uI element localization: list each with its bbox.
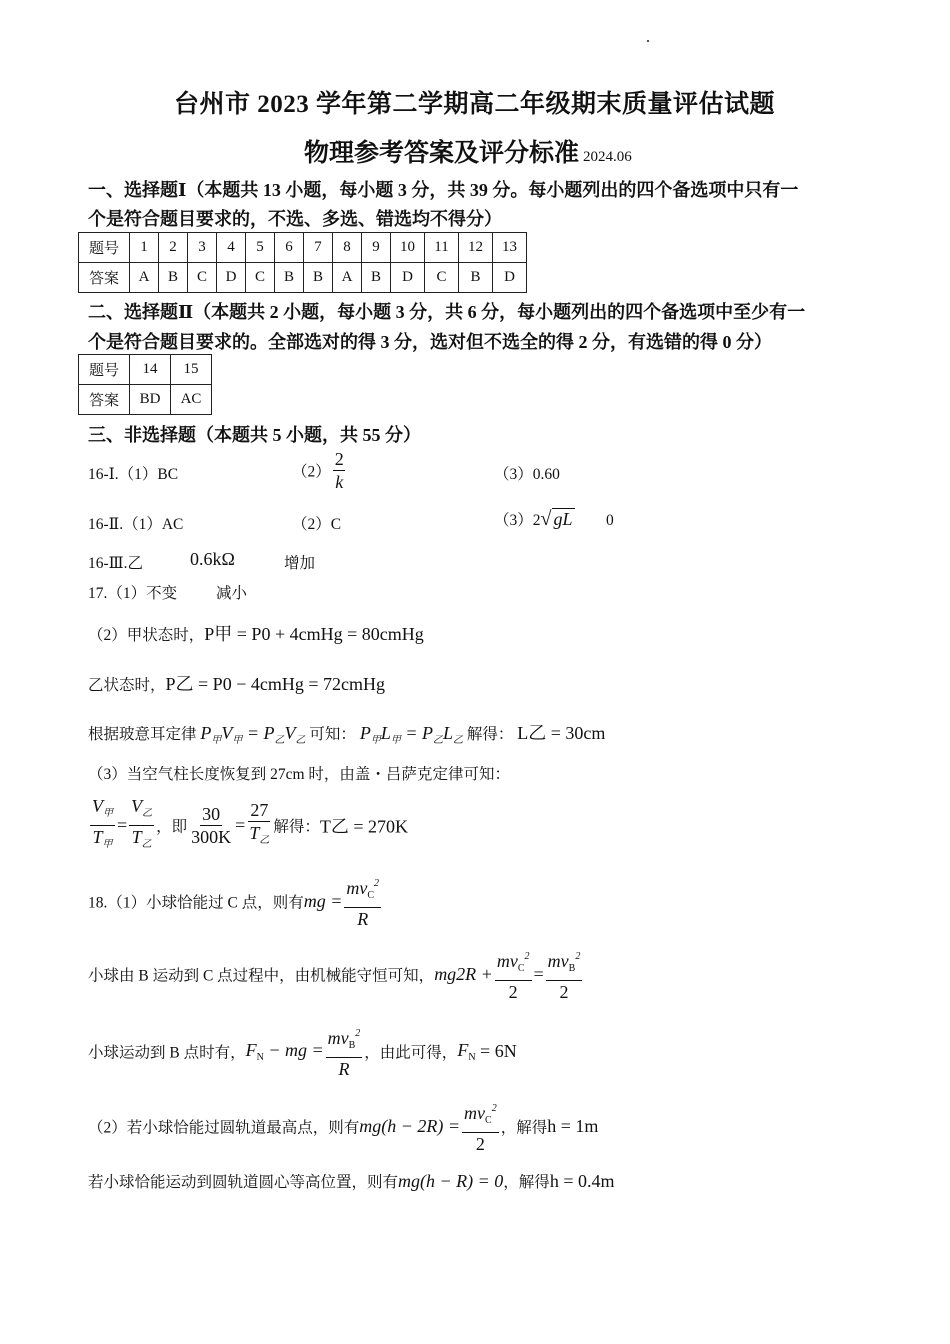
q16-2-part1: 16-Ⅱ.（1）AC <box>88 516 184 533</box>
q17-line6-mid: ，即 <box>156 818 188 836</box>
table-cell: 15 <box>171 355 212 385</box>
table-cell: 2 <box>159 233 188 263</box>
table-cell: 5 <box>246 233 275 263</box>
table-cell: C <box>425 263 459 293</box>
fraction-mvc2-over-r: $\frac{mv_C^2}{R}$ <box>344 873 381 930</box>
table-row <box>79 355 212 385</box>
q17-line6-solve: 解得： <box>273 818 320 836</box>
section2-heading-line2: 个是符合题目要求的。全部选对的得 3 分，选对但不选全的得 2 分，有选错的得 0 分） <box>88 332 772 352</box>
q18-line5-answer: h = 0.4m <box>549 1171 615 1191</box>
table-cell: B <box>459 263 493 293</box>
fraction-27-over-t: $\frac{27}{T_乙}$ <box>249 800 270 846</box>
page-title: 台州市 2023 学年第二学期高二年级期末质量评估试题 <box>174 91 776 118</box>
q17-line4-a: 根据玻意耳定律 <box>88 726 197 743</box>
q18-line4-answer: h = 1m <box>547 1116 599 1136</box>
table-cell: B <box>304 263 333 293</box>
date-label: 2024.06 <box>583 149 632 165</box>
q16-2-part4: 0 <box>606 512 614 529</box>
q17-line4-answer: L乙 = 30cm <box>517 723 606 743</box>
fraction-numerator: 2 <box>334 449 344 469</box>
table-cell: B <box>362 263 391 293</box>
q17-line4 <box>88 719 605 746</box>
table-cell: D <box>493 263 527 293</box>
q16-3-part1: 16-Ⅲ.乙 <box>88 555 143 572</box>
q17-line2-label: （2）甲状态时， <box>88 627 205 644</box>
table-cell: 9 <box>362 233 391 263</box>
q18-line2-text: 小球由 B 运动到 C 点过程中，由机械能守恒可知， <box>88 967 435 985</box>
q18-line4-b: ，解得 <box>500 1119 548 1137</box>
fraction-numerator: 27 <box>250 800 269 820</box>
q16-3-part3: 增加 <box>284 555 316 572</box>
q16-1-part3: （3）0.60 <box>494 466 560 483</box>
table-cell: B <box>275 263 304 293</box>
fraction-v-over-t-jia: $\frac{V_甲}{T_甲}$ <box>92 796 113 850</box>
section1-heading-line1: 一、选择题Ⅰ（本题共 13 小题，每小题 3 分，共 39 分。每小题列出的四个备选项中只有一 <box>88 180 799 200</box>
q17-line4-b: 可知： <box>309 726 356 743</box>
q16-2-part3-label: （3）2 <box>494 512 541 529</box>
table-row <box>79 263 527 293</box>
q18-line4: （2）若小球恰能过圆轨道最高点，则有mg(h − 2R) = $\frac{mv_C^2}{2}$ ，解得h = 1m <box>88 1098 598 1155</box>
fraction-denominator: 300K <box>191 827 232 847</box>
subtitle-text: 物理参考答案及评分标准 <box>304 140 580 167</box>
pressure-length-equation: $P_甲L_甲 = P_乙L_乙$ <box>359 723 463 746</box>
q16-2-part3 <box>494 508 575 531</box>
table-cell: A <box>333 263 362 293</box>
q18-line4-a: （2）若小球恰能过圆轨道最高点，则有 <box>88 1119 360 1137</box>
table-cell: D <box>391 263 425 293</box>
table-cell: 3 <box>188 233 217 263</box>
q18-line5-b: ，解得 <box>503 1174 550 1191</box>
q17-line6-answer: T乙 = 270K <box>319 816 409 837</box>
table-cell: 1 <box>130 233 159 263</box>
section2-answer-table <box>78 354 212 415</box>
table-cell: 7 <box>304 233 333 263</box>
q17-line3-equation: P乙 = P0 − 4cmHg = 72cmHg <box>165 674 385 694</box>
q17-line4-c: 解得： <box>466 726 514 743</box>
table-cell: 题号 <box>79 355 130 385</box>
page-subtitle <box>304 133 632 169</box>
q16-3-part2: 0.6kΩ <box>190 549 235 569</box>
table-cell: 答案 <box>79 263 130 293</box>
sqrt-sign-icon: √ <box>540 508 552 530</box>
table-cell: 答案 <box>79 385 130 415</box>
sqrt-radicand: gL <box>553 509 573 529</box>
q17-line3-label: 乙状态时， <box>88 677 166 694</box>
q17-line1-b: 减小 <box>216 585 248 602</box>
q17-line1-a: 17.（1）不变 <box>88 585 178 602</box>
section1-answer-table <box>78 232 527 293</box>
table-cell: B <box>159 263 188 293</box>
table-cell: 11 <box>425 233 459 263</box>
fraction-denominator: k <box>335 472 344 492</box>
q17-line2 <box>88 620 424 646</box>
table-cell: D <box>217 263 246 293</box>
table-cell: 6 <box>275 233 304 263</box>
q18-line5-a: 若小球恰能运动到圆轨道圆心等高位置，则有 <box>88 1174 399 1191</box>
table-cell: AC <box>171 385 212 415</box>
fraction-mvc2-over-2: $\frac{mv_C^2}{2}$ <box>495 946 532 1003</box>
fraction-mvb2-over-2: $\frac{mv_B^2}{2}$ <box>546 946 583 1003</box>
fraction-30-over-300k <box>189 803 233 848</box>
table-cell: 12 <box>459 233 493 263</box>
q18-line1-text: 18.（1）小球恰能过 C 点，则有 <box>88 894 304 912</box>
table-cell: 题号 <box>79 233 130 263</box>
fraction-2-over-k <box>333 448 346 493</box>
q17-line5: （3）当空气柱长度恢复到 27cm 时，由盖・吕萨克定律可知： <box>88 766 510 783</box>
table-cell: 13 <box>493 233 527 263</box>
fraction-mvb2-over-r: $\frac{mv_B^2}{R}$ <box>326 1023 363 1080</box>
q16-1-part1: 16-Ⅰ.（1）BC <box>88 466 179 483</box>
fraction-v-over-t-yi: $\frac{V_乙}{T_乙}$ <box>131 796 153 850</box>
table-cell: A <box>130 263 159 293</box>
q16-2-part2: （2）C <box>292 516 342 533</box>
fraction-mvc2-over-2: $\frac{mv_C^2}{2}$ <box>462 1098 499 1155</box>
q18-line3: 小球运动到 B 点时有，$F_N$ − mg = $\frac{mv_B^2}{R}$ ，由此可得，$F_N = 6N$ <box>88 1023 517 1080</box>
section1-heading-line2: 个是符合题目要求的，不选、多选、错选均不得分） <box>88 209 502 229</box>
section2-heading-line1: 二、选择题Ⅱ（本题共 2 小题，每小题 3 分，共 6 分，每小题列出的四个备选项中至少有一 <box>88 302 806 322</box>
table-cell: 10 <box>391 233 425 263</box>
boyle-law-equation: $P_甲V_甲 = P_乙V_乙$ <box>200 723 306 746</box>
section3-heading: 三、非选择题（本题共 5 小题，共 55 分） <box>88 425 421 445</box>
q16-1-part2 <box>292 448 348 493</box>
table-cell: 4 <box>217 233 246 263</box>
table-cell: C <box>246 263 275 293</box>
q16-1-part2-label: （2） <box>292 463 331 481</box>
table-row <box>79 233 527 263</box>
q18-line5: 若小球恰能运动到圆轨道圆心等高位置，则有mg(h − R) = 0，解得h = 0.4m <box>88 1171 615 1191</box>
q18-line3-answer: 6N <box>494 1041 517 1061</box>
q18-line1: 18.（1）小球恰能过 C 点，则有mg = $\frac{mv_C^2}{R}$ <box>88 873 383 930</box>
table-cell: 8 <box>333 233 362 263</box>
q17-line6: $\frac{V_甲}{T_甲}$ = $\frac{V_乙}{T_乙}$ ，即 $\frac{30}{300K}$ = $\frac{27}{T_乙}$ 解得：T乙 = 270K <box>88 795 408 856</box>
fraction-numerator: 30 <box>202 804 221 824</box>
q17-line3 <box>88 670 385 696</box>
q17-line2-equation: P甲 = P0 + 4cmHg = 80cmHg <box>204 624 424 644</box>
table-row <box>79 385 212 415</box>
table-cell: 14 <box>130 355 171 385</box>
table-cell: C <box>188 263 217 293</box>
q18-line3-b: ，由此可得， <box>364 1044 458 1062</box>
q18-line2: 小球由 B 运动到 C 点过程中，由机械能守恒可知，mg2R + $\frac{mv_C^2}{2}$ = $\frac{mv_B^2}{2}$ <box>88 946 584 1003</box>
q18-line3-a: 小球运动到 B 点时有， <box>88 1044 246 1062</box>
scan-dot <box>647 40 649 42</box>
table-cell: BD <box>130 385 171 415</box>
